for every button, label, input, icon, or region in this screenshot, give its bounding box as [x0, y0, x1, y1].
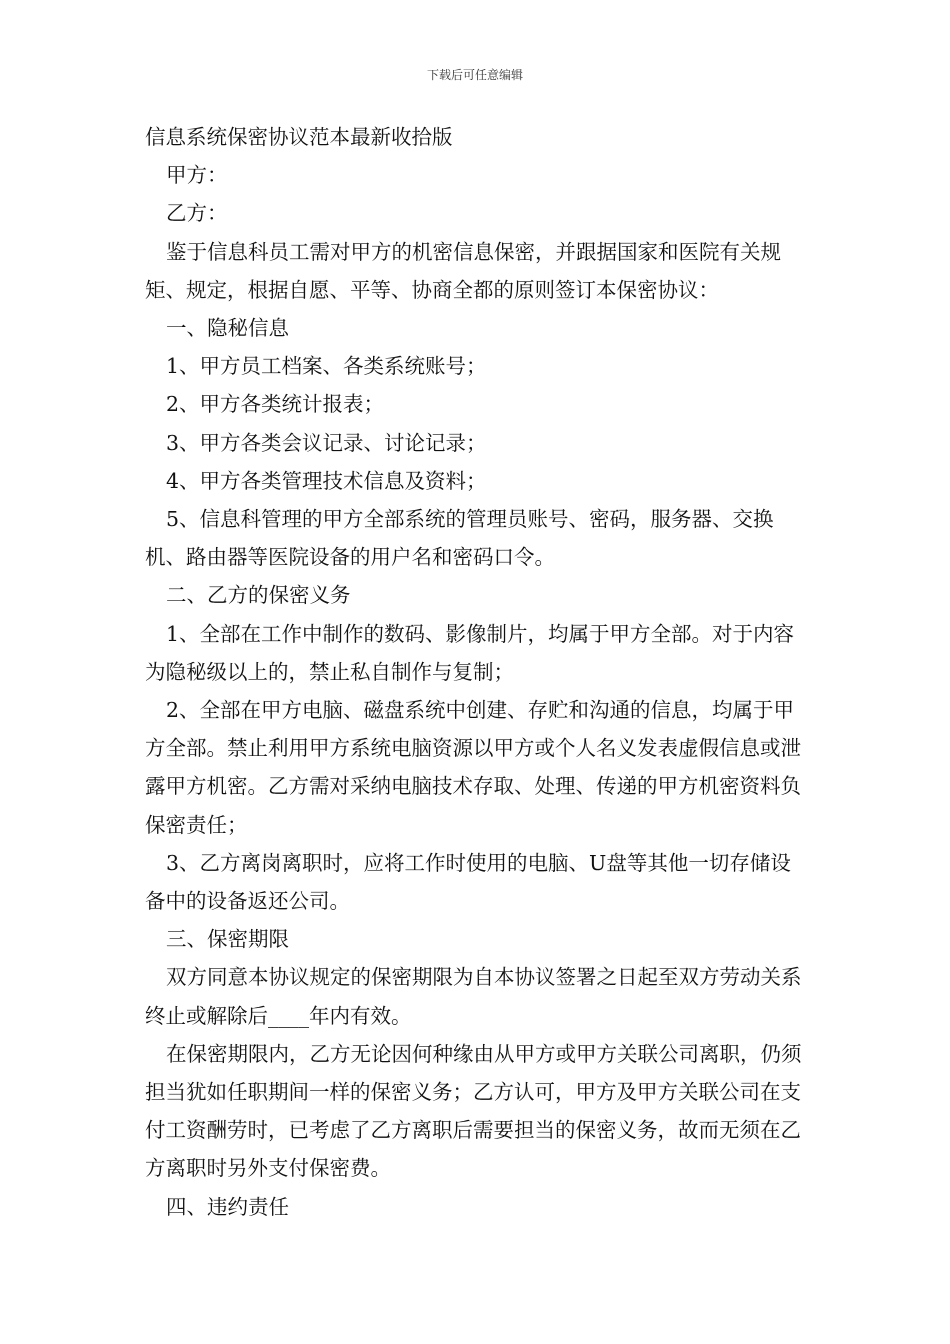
document-title: 信息系统保密协议范本最新收拾版 — [145, 125, 453, 149]
body-paragraph: 在保密期限内，乙方无论因何种缘由从甲方或甲方关联公司离职，仍须担当犹如任职期间一样的保密义务；乙方认可，甲方及甲方关联公司在支付工资酬劳时，已考虑了乙方离职后需要担当的保密义务，故而无须在乙方离职时另外支付保密费。 — [145, 1041, 802, 1181]
section-heading-2: 二、乙方的保密义务 — [166, 583, 351, 608]
list-item: 3、甲方各类会议记录、讨论记录； — [166, 430, 487, 455]
section-heading-4: 四、违约责任 — [166, 1194, 289, 1219]
list-item: 3、乙方离岗离职时，应将工作时使用的电脑、U盘等其他一切存储设备中的设备返还公司。 — [145, 850, 791, 914]
section-heading-3: 三、保密期限 — [166, 927, 289, 952]
header-note: 下载后可任意编辑 — [426, 68, 523, 82]
body-paragraph: 双方同意本协议规定的保密期限为自本协议签署之日起至双方劳动关系终止或解除后____年内有效。 — [145, 965, 802, 1028]
list-item: 2、甲方各类统计报表； — [166, 392, 385, 417]
list-item: 2、全部在甲方电脑、磁盘系统中创建、存贮和沟通的信息，均属于甲方全部。禁止利用甲方系统电脑资源以甲方或个人名义发表虚假信息或泄露甲方机密。乙方需对采纳电脑技术存取、处理、传递的甲方机密资料负保密责任； — [145, 698, 801, 837]
section-heading-1: 一、隐秘信息 — [166, 316, 289, 341]
document-body — [145, 118, 810, 1226]
party-b-line: 乙方： — [166, 201, 228, 226]
list-item: 1、全部在工作中制作的数码、影像制片，均属于甲方全部。对于内容为隐秘级以上的，禁止私自制作与复制； — [145, 621, 795, 684]
party-a-line: 甲方： — [166, 163, 228, 188]
list-item: 4、甲方各类管理技术信息及资料； — [166, 468, 487, 493]
list-item: 5、信息科管理的甲方全部系统的管理员账号、密码，服务器、交换机、路由器等医院设备的用户名和密码口令。 — [145, 507, 774, 570]
preamble-paragraph: 鉴于信息科员工需对甲方的机密信息保密，并跟据国家和医院有关规矩、规定，根据自愿、平等、协商全都的原则签订本保密协议： — [145, 239, 781, 302]
list-item: 1、甲方员工档案、各类系统账号； — [166, 354, 487, 379]
